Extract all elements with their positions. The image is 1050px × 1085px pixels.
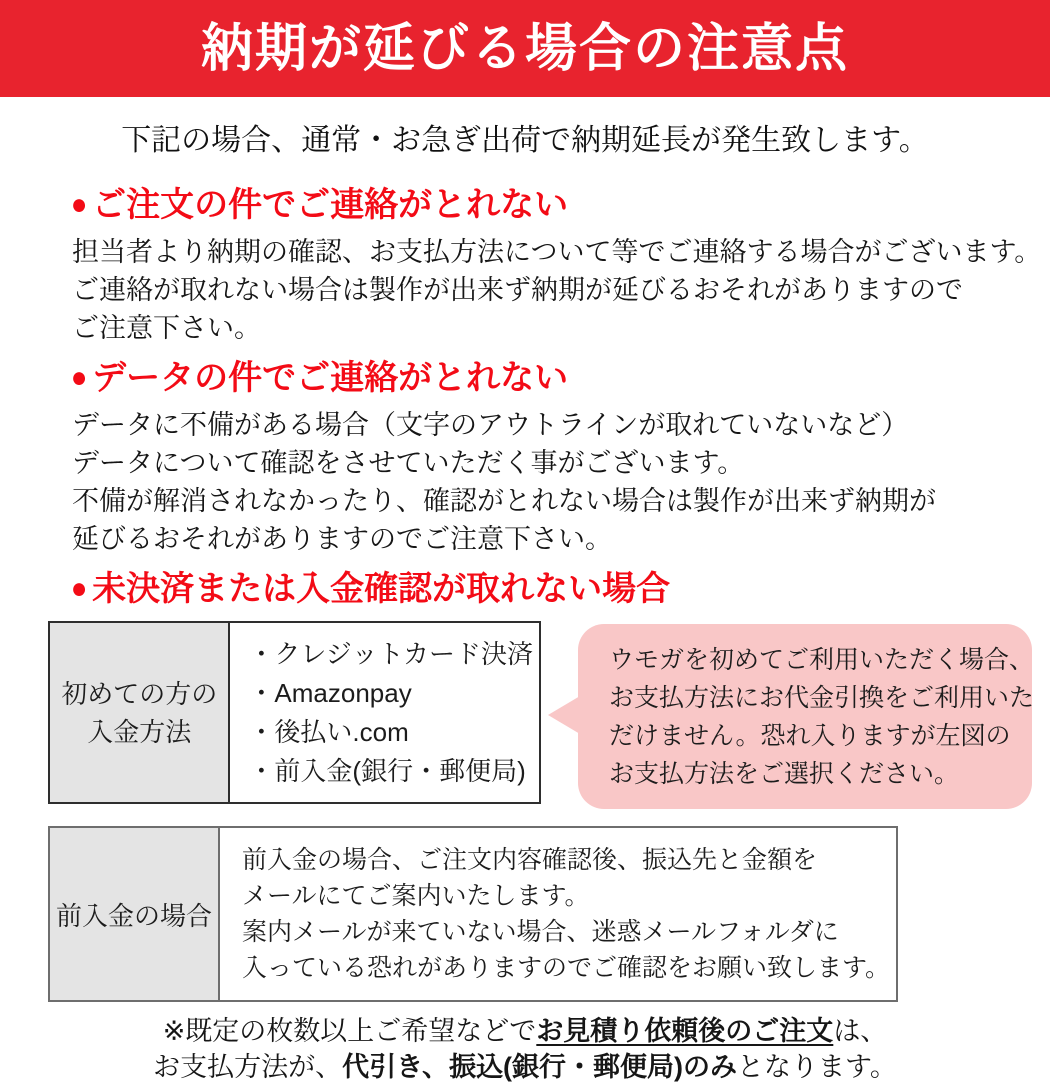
section-heading-data-contact: [70, 356, 1050, 400]
footer-text: お支払方法が、: [153, 1052, 343, 1082]
body-line: 不備が解消されなかったり、確認がとれない場合は製作が出来ず納期が: [72, 486, 936, 516]
body-line: ご連絡が取れない場合は製作が出来ず納期が延びるおそれがありますので: [72, 275, 963, 305]
bullet-icon: ●: [70, 572, 88, 605]
footer-line-1: [0, 1013, 1050, 1049]
section-heading-text: データの件でご連絡がとれない: [92, 359, 569, 397]
speech-bubble-tail-icon: [548, 696, 580, 734]
page-title: 納期が延びる場合の注意点: [200, 19, 849, 78]
section-body: [72, 233, 1050, 347]
body-line: データに不備がある場合（文字のアウトラインが取れていないなど）: [72, 410, 909, 440]
payment-row: [48, 621, 1050, 809]
footer-bold-underline-text: お見積り依頼後のご注文: [536, 1016, 834, 1046]
bubble-line: お支払方法にお代金引換をご利用いた: [609, 684, 1035, 712]
bullet-icon: ●: [70, 188, 88, 221]
payment-methods-table: [48, 621, 541, 804]
section-heading-order-contact: [70, 183, 1050, 227]
payment-method-item: ・クレジットカード決済: [248, 639, 533, 670]
body-line: 担当者より納期の確認、お支払方法について等でご連絡する場合がございます。: [72, 237, 1042, 267]
info-speech-bubble: [578, 624, 1035, 809]
payment-table-body-cell: [230, 623, 539, 802]
section-unpaid: [0, 567, 1050, 611]
body-line: ご注意下さい。: [72, 313, 261, 343]
section-order-contact: [0, 183, 1050, 347]
footer-note: [0, 1013, 1050, 1085]
prepayment-line: 前入金の場合、ご注文内容確認後、振込先と金額を: [241, 846, 817, 874]
subtitle: 下記の場合、通常・お急ぎ出荷で納期延長が発生致します。: [121, 124, 929, 157]
section-body: [72, 406, 1050, 558]
payment-table-header-cell: [50, 623, 230, 802]
banner: [0, 0, 1050, 97]
payment-method-item: ・前入金(銀行・郵便局): [248, 755, 526, 786]
prepayment-table-header: 前入金の場合: [55, 900, 212, 931]
payment-table-header-line: 初めての方の: [61, 678, 218, 709]
prepayment-line: 案内メールが来ていない場合、迷惑メールフォルダに: [241, 918, 839, 946]
footer-text: は、: [833, 1016, 888, 1046]
section-data-contact: [0, 356, 1050, 558]
footer-bold-text: 代引き、振込(銀行・郵便局)のみ: [342, 1052, 738, 1082]
footer-text: となります。: [737, 1052, 897, 1082]
bubble-line: ウモガを初めてご利用いただく場合、: [609, 646, 1035, 674]
payment-method-item: ・Amazonpay: [248, 678, 412, 709]
prepayment-table: [48, 826, 898, 1002]
footer-text: ※既定の枚数以上ご希望などで: [162, 1016, 537, 1046]
section-heading-text: 未決済または入金確認が取れない場合: [92, 570, 671, 608]
section-heading-text: ご注文の件でご連絡がとれない: [92, 186, 569, 224]
prepayment-table-header-cell: [50, 828, 220, 1000]
payment-table-header-line: 入金方法: [87, 716, 192, 747]
payment-method-item: ・後払い.com: [248, 716, 409, 747]
section-heading-unpaid: [70, 567, 1050, 611]
prepayment-line: 入っている恐れがありますのでご確認をお願い致します。: [241, 954, 890, 982]
body-line: データについて確認をさせていただく事がございます。: [72, 448, 745, 478]
footer-line-2: [0, 1049, 1050, 1085]
prepayment-table-body-cell: [220, 828, 896, 1000]
bubble-line: お支払方法をご選択ください。: [609, 760, 960, 788]
body-line: 延びるおそれがありますのでご注意下さい。: [72, 524, 612, 554]
prepayment-line: メールにてご案内いたします。: [241, 882, 590, 910]
bubble-line: だけません。恐れ入りますが左図の: [609, 722, 1011, 750]
bullet-icon: ●: [70, 361, 88, 394]
